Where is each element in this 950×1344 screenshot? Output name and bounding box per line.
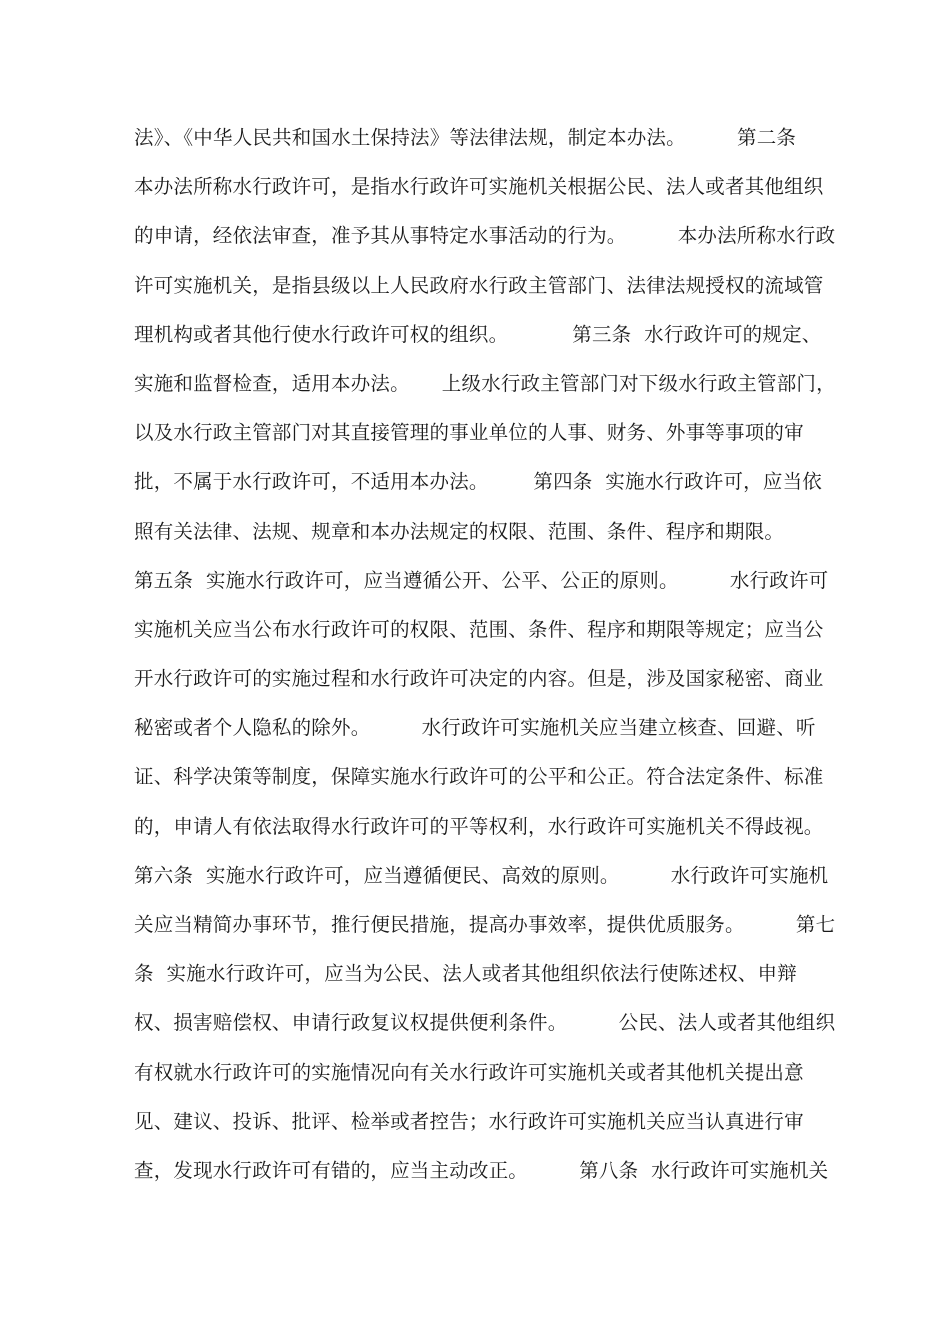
text-line: 秘密或者个人隐私的除外。 水行政许可实施机关应当建立核查、回避、听 [134,716,816,740]
text-line: 关应当精简办事环节，推行便民措施，提高办事效率，提供优质服务。 第七 [134,913,836,936]
text-line: 第五条 实施水行政许可，应当遵循公开、公平、公正的原则。 水行政许可 [134,568,829,592]
text-line: 的，申请人有依法取得水行政许可的平等权利，水行政许可实施机关不得歧视。 [134,814,824,838]
text-line: 法》、《中华人民共和国水土保持法》等法律法规，制定本办法。 第二条 [134,126,797,149]
body-text [134,120,834,1202]
text-line: 有权就水行政许可的实施情况向有关水行政许可实施机关或者其他机关提出意 [134,1060,804,1084]
text-line: 实施机关应当公布水行政许可的权限、范围、条件、程序和期限等规定；应当公 [134,617,824,641]
text-line: 本办法所称水行政许可，是指水行政许可实施机关根据公民、法人或者其他组织 [134,175,824,199]
text-line: 证、科学决策等制度，保障实施水行政许可的公平和公正。符合法定条件、标准 [134,765,824,789]
text-line: 批，不属于水行政许可，不适用本办法。 第四条 实施水行政许可，应当依 [134,470,822,494]
text-line: 开水行政许可的实施过程和水行政许可决定的内容。但是，涉及国家秘密、商业 [134,667,824,691]
text-line: 理机构或者其他行使水行政许可权的组织。 第三条 水行政许可的规定、 [134,322,822,346]
text-line: 查，发现水行政许可有错的，应当主动改正。 第八条 水行政许可实施机关 [134,1158,829,1182]
text-line: 实施和监督检查，适用本办法。 上级水行政主管部门对下级水行政主管部门， [134,371,836,395]
text-line: 的申请，经依法审查，准予其从事特定水事活动的行为。 本办法所称水行政 [134,224,836,248]
text-line: 条 实施水行政许可，应当为公民、法人或者其他组织依法行使陈述权、申辩 [134,962,797,986]
text-line: 以及水行政主管部门对其直接管理的事业单位的人事、财务、外事等事项的审 [134,421,804,445]
text-line: 第六条 实施水行政许可，应当遵循便民、高效的原则。 水行政许可实施机 [134,863,829,887]
text-line: 照有关法律、法规、规章和本办法规定的权限、范围、条件、程序和期限。 [134,519,785,543]
text-line: 见、建议、投诉、批评、检举或者控告；水行政许可实施机关应当认真进行审 [134,1109,804,1133]
text-line: 权、损害赔偿权、申请行政复议权提供便利条件。 公民、法人或者其他组织 [134,1011,836,1035]
text-line: 许可实施机关，是指县级以上人民政府水行政主管部门、法律法规授权的流域管 [134,273,824,297]
